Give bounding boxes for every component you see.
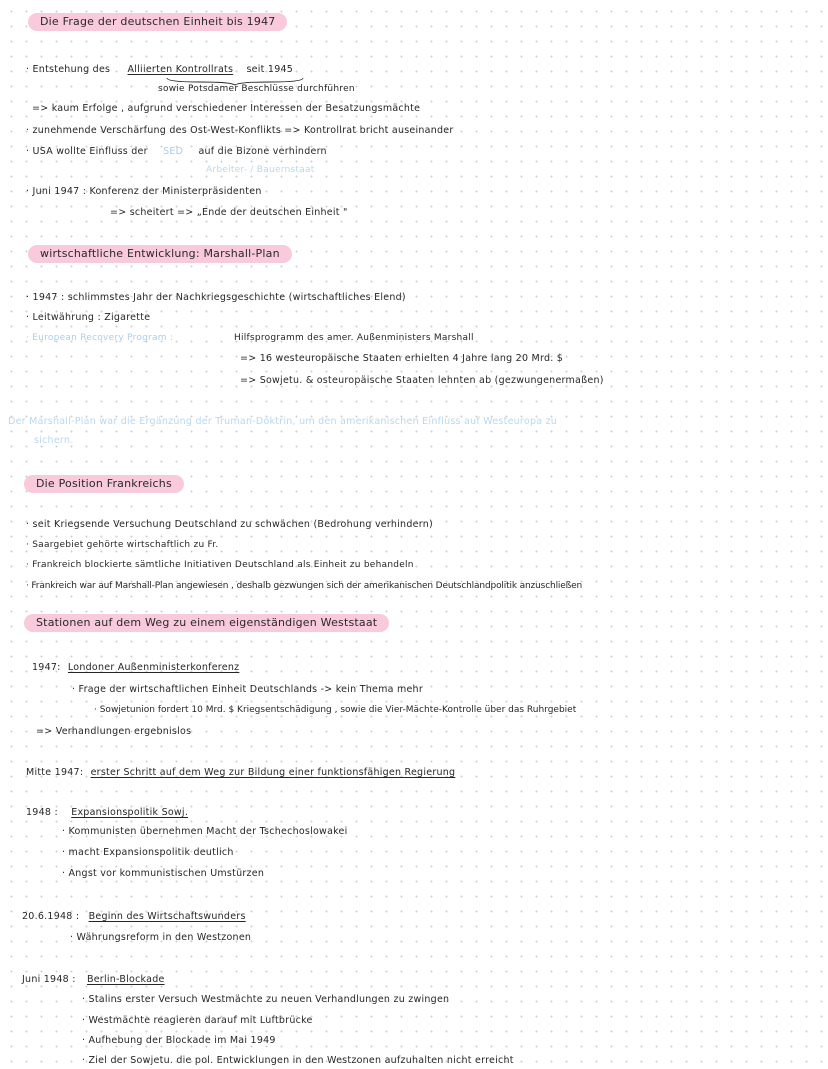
s4-event-5-b: · Westmächte reagieren darauf mit Luftbrücke [82,1015,313,1026]
s3-line-1: · seit Kriegsende Versuchung Deutschland zu schwächen (Bedrohung verhindern) [26,519,433,530]
s4-event-2 [26,766,455,779]
s1-line-1-pre: · Entstehung des [26,64,111,75]
s4-event-2-title: erster Schritt auf dem Weg zur Bildung einer funktionsfähigen Regierung [90,767,456,778]
s2-line-4: => 16 westeuropäische Staaten erhielten 4 Jahre lang 20 Mrd. $ [240,353,564,364]
s2-line-5: => Sowjetu. & osteuropäische Staaten lehnten ab (gezwungenermaßen) [240,375,604,386]
s1-line-4: · zunehmende Verschärfung des Ost-West-Konflikts => Kontrollrat bricht auseinander [26,125,454,136]
s4-event-1-date: 1947: [32,662,61,673]
section-heading-weststaat: Stationen auf dem Weg zu einem eigenständigen Weststaat [24,614,389,632]
s3-line-2: · Saargebiet gehörte wirtschaftlich zu Fr. [26,540,219,550]
s4-event-5-title: Berlin-Blockade [86,974,165,985]
s4-event-1-b: · Sowjetunion fordert 10 Mrd. $ Kriegsentschädigung , sowie die Vier-Mächte-Kontrolle über das Ruhrgebiet [94,705,577,715]
s4-event-3 [26,806,188,819]
section-heading-deutsche-einheit: Die Frage der deutschen Einheit bis 1947 [28,13,287,31]
s4-event-5 [22,973,165,986]
s4-event-5-c: · Aufhebung der Blockade im Mai 1949 [82,1035,276,1046]
s2-line-1: · 1947 : schlimmstes Jahr der Nachkriegsgeschichte (wirtschaftliches Elend) [26,292,406,303]
s4-event-3-c: · Angst vor kommunistischen Umstürzen [62,868,265,879]
s1-line-5-post: auf die Bizone verhindern [198,146,327,157]
s4-event-5-date: Juni 1948 : [22,974,76,985]
s4-event-1-a: · Frage der wirtschaftlichen Einheit Deutschlands -> kein Thema mehr [72,684,423,695]
s2-note-line-1: Der Marshall-Plan war die Ergänzung der Truman-Doktrin, um den amerikanischen Einfluss auf Westeuropa zu [8,416,558,427]
s2-line-3: Hilfsprogramm des amer. Außenministers Marshall [234,333,474,343]
s2-line-2: · Leitwährung : Zigarette [26,312,151,323]
s4-event-3-title: Expansionspolitik Sowj. [71,807,189,818]
s1-line-5-pre: · USA wollte Einfluss der [26,146,148,157]
s4-event-5-d: · Ziel der Sowjetu. die pol. Entwicklungen in den Westzonen aufzuhalten nicht erreicht [82,1055,514,1066]
s4-event-1-title: Londoner Außenministerkonferenz [67,662,240,673]
s1-line-1-underlined: Alliierten Kontrollrats [127,64,234,75]
s4-event-4-a: · Währungsreform in den Westzonen [70,932,252,943]
s1-line-7: · Juni 1947 : Konferenz der Ministerpräsidenten [26,186,262,197]
s1-line-5-blue: SED [163,146,184,157]
s3-line-4: · Frankreich war auf Marshall-Plan angewiesen , deshalb gezwungen sich der amerikanischen Deutschlandpolitik anzuschließen [26,581,583,591]
s4-event-4 [22,910,246,923]
s1-line-1-post: seit 1945 [246,64,294,75]
section-heading-frankreich: Die Position Frankreichs [24,475,184,493]
s4-event-4-date: 20.6.1948 : [22,911,80,922]
s1-line-1 [26,63,293,76]
s1-line-2: sowie Potsdamer Beschlüsse durchführen [158,84,355,94]
s2-line-3-blue: · European Recovery Program : [26,333,174,343]
s4-event-3-date: 1948 : [26,807,58,818]
s4-event-3-b: · macht Expansionspolitik deutlich [62,847,234,858]
s4-event-5-a: · Stalins erster Versuch Westmächte zu neuen Verhandlungen zu zwingen [82,994,450,1005]
s4-event-3-a: · Kommunisten übernehmen Macht der Tschechoslowakei [62,826,348,837]
s4-event-4-title: Beginn des Wirtschaftswunders [88,911,246,922]
s4-event-2-date: Mitte 1947: [26,767,84,778]
s1-line-3: => kaum Erfolge , aufgrund verschiedener Interessen der Besatzungsmächte [32,103,421,114]
s1-line-6-blue-note: Arbeiter- / Bauernstaat [206,165,315,175]
s1-line-8: => scheitert => „Ende der deutschen Einheit " [110,207,348,218]
s4-event-1 [32,661,239,674]
s3-line-3: · Frankreich blockierte sämtliche Initiativen Deutschland als Einheit zu behandeln [26,560,414,570]
section-heading-marshall-plan: wirtschaftliche Entwicklung: Marshall-Plan [28,245,292,263]
s1-line-5 [26,145,327,158]
s4-event-1-c: => Verhandlungen ergebnislos [36,726,192,737]
s2-note-line-2: sichern. [34,435,74,446]
